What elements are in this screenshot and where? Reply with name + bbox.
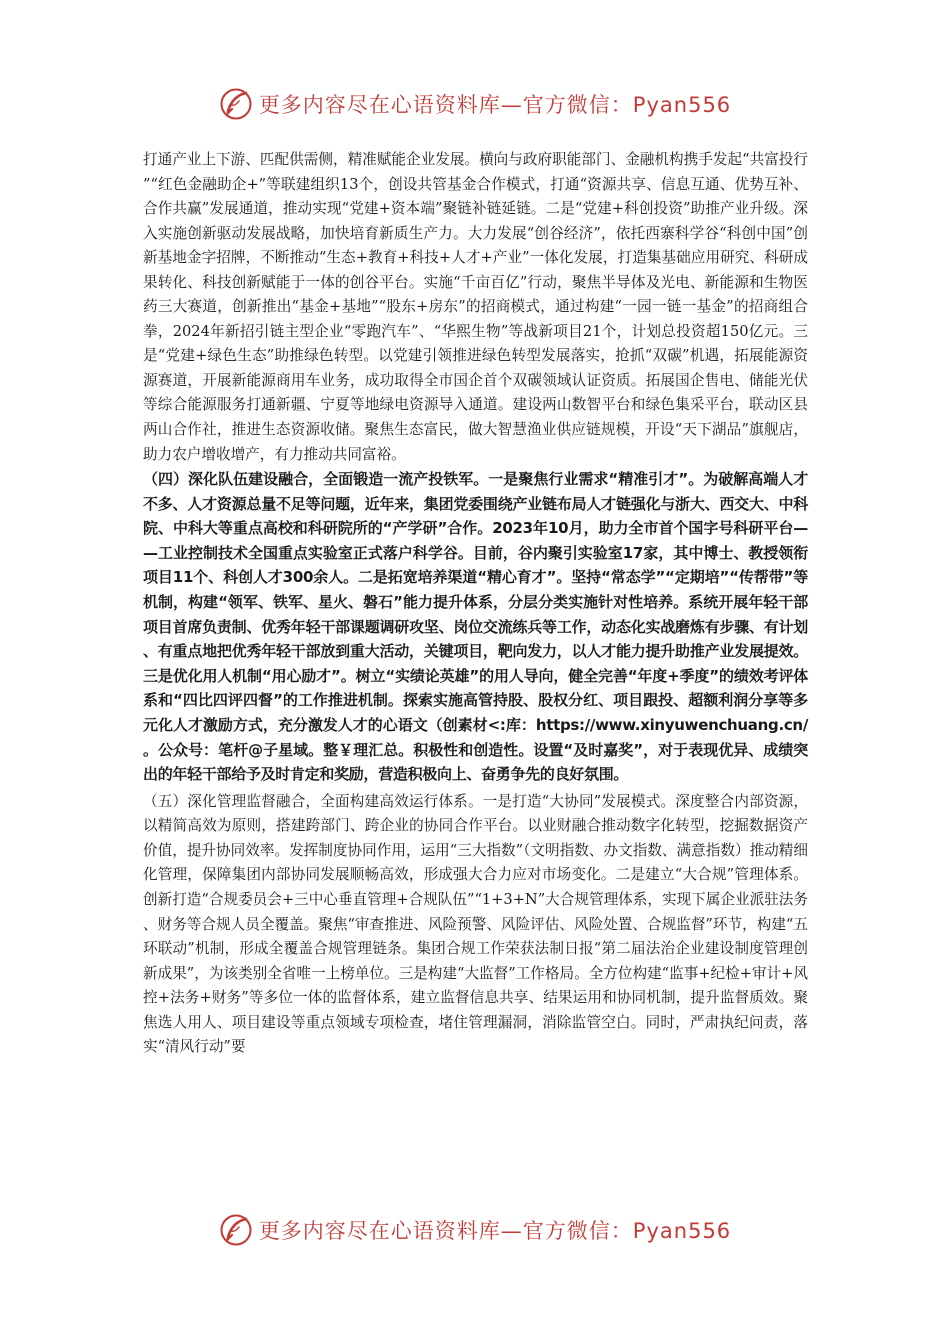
paragraph-1: 打通产业上下游、匹配供需侧，精准赋能企业发展。横向与政府职能部门、金融机构携手发起“共富投行”“红色金融助企+”等联建组织13个，创设共管基金合作模式，打通“资源共享、信息互通、优势互补、合作共赢”发展通道，推动实现“党建+资本端”聚链补链延链。二是“党建+科创投资”助推产业升级。深入实施创新驱动发展战略，加快培育新质生产力。大力发展“创谷经济”，依托西寨科学谷“科创中国”创新基地金字招牌，不断推动“生态+教育+科技+人才+产业”一体化发展，打造集基础应用研究、科研成果转化、科技创新赋能于一体的创谷平台。实施“千亩百亿”行动，聚焦半导体及光电、新能源和生物医药三大赛道，创新推出“基金+基地”“股东+房东”的招商模式，通过构建“一园一链一基金”的招商组合拳，2024年新招引链主型企业“零跑汽车”、“华熙生物”等战新项目21个，计划总投资超150亿元。三是“党建+绿色生态”助推绿色转型。以党建引领推进绿色转型发展落实，抢抓“双碳”机遇，拓展能源资源赛道，开展新能源商用车业务，成功取得全市国企首个双碳领域认证资质。拓展国企售电、储能光伏等综合能源服务打通新疆、宁夏等地绿电资源导入通道。建设两山数智平台和绿色集采平台，联动区县两山合作社，推进生态资源收储。聚焦生态富民，做大智慧渔业供应链规模，开设“天下湖品”旗舰店，助力农户增收增产，有力推动共同富裕。 <box>143 151 808 463</box>
footer-banner-text: 更多内容尽在心语资料库—官方微信：Pyan556 <box>258 1219 732 1243</box>
footer-banner <box>0 1210 950 1250</box>
header-banner-text: 更多内容尽在心语资料库—官方微信：Pyan556 <box>258 93 732 117</box>
document-body <box>143 148 808 1060</box>
paragraph-2: （四）深化队伍建设融合，全面锻造一流产投铁军。一是聚焦行业需求“精准引才”。为破解高端人才不多、人才资源总量不足等问题，近年来，集团党委围绕产业链布局人才链强化与浙大、西交大、中科院、中科大等重点高校和科研院所的“产学研”合作。2023年10月，助力全市首个国字号科研平台——工业控制技术全国重点实验室正式落户科学谷。目前，谷内聚引实验室17家，其中博士、教授领衔项目11个、科创人才300余人。二是拓宽培养渠道“精心育才”。坚持“常态学”“定期培”“传帮带”等机制，构建“领军、铁军、星火、磐石”能力提升体系，分层分类实施针对性培养。系统开展年轻干部项目首席负责制、优秀年轻干部课题调研攻坚、岗位交流练兵等工作，动态化实战磨炼有步骤、有计划、有重点地把优秀年轻干部放到重大活动，关键项目，靶向发力，以人才能力提升助推产业发展提效。三是优化用人机制“用心励才”。树立“实绩论英雄”的用人导向，健全完善“年度+季度”的绩效考评体系和“四比四评四督”的工作推进机制。探索实施高管持股、股权分红、项目跟投、超额利润分享等多元化人才激励方式，充分激发人才的心语文（创素材<:库：https://www.xinyuwenchuang.cn/。公众号：笔杆@子星域。整￥理汇总。积极性和创造性。设置“及时嘉奖”，对于表现优异、成绩突出的年轻干部给予及时肯定和奖励，营造积极向上、奋勇争先的良好氛围。 <box>143 470 808 784</box>
paragraph-3: （五）深化管理监督融合，全面构建高效运行体系。一是打造“大协同”发展模式。深度整合内部资源，以精简高效为原则，搭建跨部门、跨企业的协同合作平台。以业财融合推动数字化转型，挖掘数据资产价值，提升协同效率。发挥制度协同作用，运用“三大指数”（文明指数、办文指数、满意指数）推动精细化管理，保障集团内部协同发展顺畅高效，形成强大合力应对市场变化。二是建立“大合规”管理体系。创新打造“合规委员会+三中心垂直管理+合规队伍”“1+3+N”大合规管理体系，实现下属企业派驻法务、财务等合规人员全覆盖。聚焦“审查推进、风险预警、风险评估、风险处置、合规监督”环节，构建“五环联动”机制，形成全覆盖合规管理链条。集团合规工作荣获法制日报“第二届法治企业建设制度管理创新成果”，为该类别全省唯一上榜单位。三是构建“大监督”工作格局。全方位构建“监事+纪检+审计+风控+法务+财务”等多位一体的监督体系，建立监督信息共享、结果运用和协同机制，提升监督质效。聚焦选人用人、项目建设等重点领域专项检查，堵住管理漏洞，消除监管空白。同时，严肃执纪问责，落实“清风行动”要 <box>143 792 808 1056</box>
handwriting-pen-logo <box>219 87 253 121</box>
header-banner <box>0 84 950 124</box>
handwriting-pen-logo <box>219 1213 253 1247</box>
